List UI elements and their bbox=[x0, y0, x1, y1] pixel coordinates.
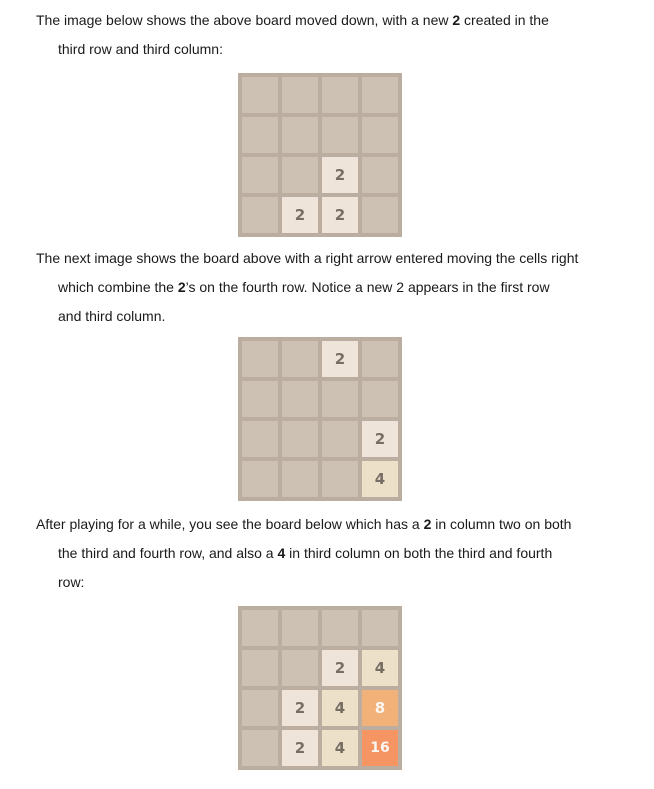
text-run: third row and third column: bbox=[58, 41, 223, 57]
empty-cell bbox=[242, 341, 278, 377]
empty-cell bbox=[242, 381, 278, 417]
tile-2 bbox=[322, 341, 358, 377]
text-run: created in the bbox=[460, 12, 549, 28]
tile-4 bbox=[322, 690, 358, 726]
text-run: ’s on the fourth row. Notice a new 2 appears in the first row bbox=[185, 279, 550, 295]
tile-value: 4 bbox=[374, 659, 386, 677]
text-run: and third column. bbox=[58, 308, 166, 324]
empty-cell bbox=[362, 381, 398, 417]
tile-16 bbox=[362, 730, 398, 766]
tile-4 bbox=[322, 730, 358, 766]
empty-cell bbox=[322, 461, 358, 497]
tile-value: 16 bbox=[370, 740, 390, 756]
tile-value: 2 bbox=[334, 659, 346, 677]
text-run: the third and fourth row, and also a bbox=[58, 545, 278, 561]
paragraph-line bbox=[36, 244, 636, 273]
empty-cell bbox=[322, 381, 358, 417]
empty-cell bbox=[282, 421, 318, 457]
tile-value: 2 bbox=[334, 350, 346, 368]
board-2 bbox=[238, 337, 402, 501]
empty-cell bbox=[362, 157, 398, 193]
empty-cell bbox=[242, 117, 278, 153]
empty-cell bbox=[362, 341, 398, 377]
tile-value: 8 bbox=[374, 699, 386, 717]
tile-2 bbox=[322, 650, 358, 686]
board-1 bbox=[238, 73, 402, 237]
empty-cell bbox=[322, 610, 358, 646]
paragraph-line bbox=[36, 510, 636, 539]
empty-cell bbox=[282, 117, 318, 153]
paragraph-1 bbox=[36, 6, 636, 64]
tile-4 bbox=[362, 650, 398, 686]
tile-value: 2 bbox=[294, 206, 306, 224]
empty-cell bbox=[242, 461, 278, 497]
tile-8 bbox=[362, 690, 398, 726]
empty-cell bbox=[242, 690, 278, 726]
empty-cell bbox=[242, 77, 278, 113]
empty-cell bbox=[322, 77, 358, 113]
empty-cell bbox=[242, 610, 278, 646]
empty-cell bbox=[362, 77, 398, 113]
text-run: in third column on both the third and fourth bbox=[285, 545, 553, 561]
text-run: After playing for a while, you see the board below which has a bbox=[36, 516, 424, 532]
text-run: The image below shows the above board moved down, with a new bbox=[36, 12, 453, 28]
paragraph-line bbox=[36, 302, 636, 331]
paragraph-line bbox=[36, 539, 636, 568]
tile-value: 2 bbox=[374, 430, 386, 448]
tile-value: 2 bbox=[294, 699, 306, 717]
bold-number: 2 bbox=[423, 516, 432, 532]
board-grid bbox=[242, 77, 398, 233]
paragraph-2 bbox=[36, 244, 636, 331]
empty-cell bbox=[322, 117, 358, 153]
tile-value: 4 bbox=[334, 739, 346, 757]
empty-cell bbox=[362, 117, 398, 153]
empty-cell bbox=[282, 610, 318, 646]
empty-cell bbox=[362, 197, 398, 233]
tile-2 bbox=[362, 421, 398, 457]
tile-value: 2 bbox=[334, 166, 346, 184]
empty-cell bbox=[242, 650, 278, 686]
text-run: The next image shows the board above with a right arrow entered moving the cells right bbox=[36, 250, 579, 266]
empty-cell bbox=[242, 197, 278, 233]
bold-number: 2 bbox=[177, 279, 186, 295]
paragraph-line bbox=[36, 568, 636, 597]
empty-cell bbox=[362, 610, 398, 646]
tile-value: 4 bbox=[374, 470, 386, 488]
empty-cell bbox=[282, 341, 318, 377]
tile-4 bbox=[362, 461, 398, 497]
paragraph-line bbox=[36, 35, 636, 64]
board-grid bbox=[242, 341, 398, 497]
empty-cell bbox=[282, 650, 318, 686]
empty-cell bbox=[242, 730, 278, 766]
bold-number: 4 bbox=[277, 545, 286, 561]
tile-value: 4 bbox=[334, 699, 346, 717]
paragraph-line bbox=[36, 273, 636, 302]
tile-value: 2 bbox=[294, 739, 306, 757]
paragraph-3 bbox=[36, 510, 636, 597]
tile-2 bbox=[322, 197, 358, 233]
text-run: row: bbox=[58, 574, 85, 590]
text-run: in column two on both bbox=[431, 516, 572, 532]
empty-cell bbox=[282, 461, 318, 497]
empty-cell bbox=[282, 77, 318, 113]
board-grid bbox=[242, 610, 398, 766]
tile-2 bbox=[282, 730, 318, 766]
empty-cell bbox=[242, 157, 278, 193]
tile-value: 2 bbox=[334, 206, 346, 224]
empty-cell bbox=[282, 381, 318, 417]
tile-2 bbox=[322, 157, 358, 193]
empty-cell bbox=[322, 421, 358, 457]
bold-number: 2 bbox=[452, 12, 461, 28]
paragraph-line bbox=[36, 6, 636, 35]
board-3 bbox=[238, 606, 402, 770]
empty-cell bbox=[242, 421, 278, 457]
tile-2 bbox=[282, 690, 318, 726]
text-run: which combine the bbox=[58, 279, 178, 295]
empty-cell bbox=[282, 157, 318, 193]
tile-2 bbox=[282, 197, 318, 233]
